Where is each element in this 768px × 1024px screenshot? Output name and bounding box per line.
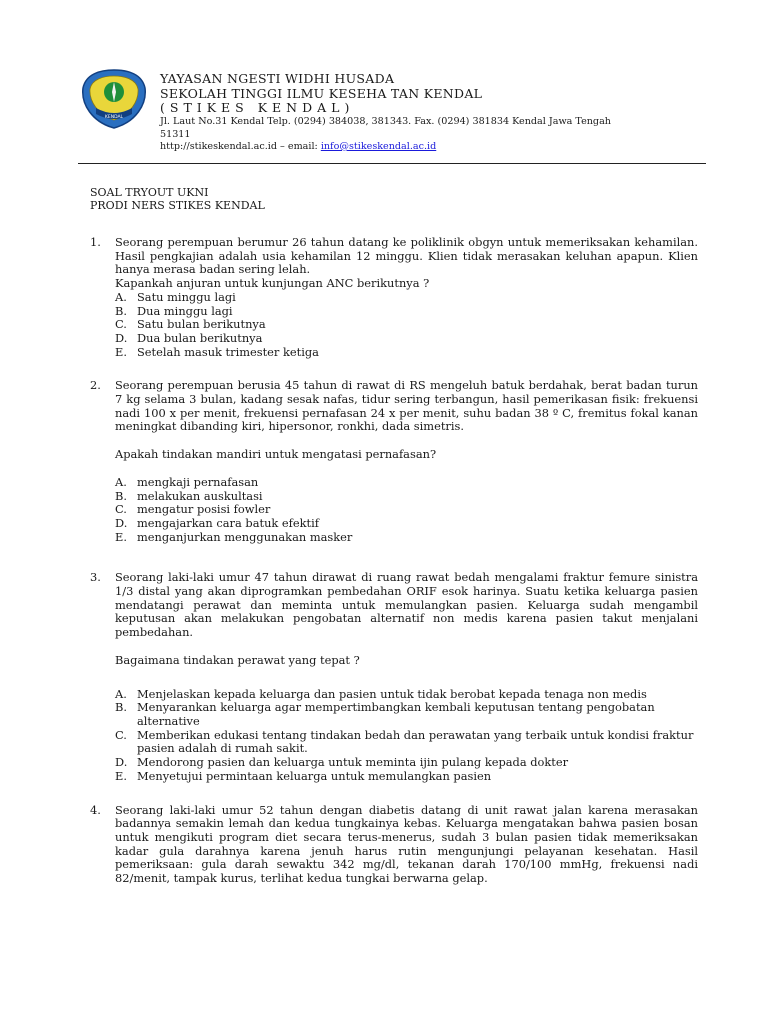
option-c[interactable]: C. mengatur posisi fowler — [115, 502, 271, 517]
exam-title — [90, 187, 265, 212]
option-b[interactable]: B. melakukan auskultasi — [115, 488, 263, 503]
school-abbrev: (STIKES KENDAL) — [160, 100, 355, 115]
question-4 — [90, 804, 698, 886]
question-1 — [90, 236, 698, 359]
option-e[interactable]: E. Menyetujui permintaan keluarga untuk memulangkan pasien — [115, 768, 492, 783]
question-stem: Seorang laki-laki umur 47 tahun dirawat di ruang rawat bedah mengalami fraktur femure sinistra 1/3 distal yang akan diprogramkan pembedahan ORIF esok harinya. Suatu ketika keluarga pasien mendatangi perawat dan meminta untuk memulangkan pasien. Keluarga sudah mengambil keputusan akan melakukan pengobatan alternatif non medis karena pasien takut menjalani pembedahan. — [115, 570, 698, 640]
option-c[interactable]: C. Satu bulan berikutnya — [115, 317, 266, 332]
option-a[interactable]: A. mengkaji pernafasan — [115, 474, 259, 489]
question-prompt: Apakah tindakan mandiri untuk mengatasi pernafasan? — [115, 447, 437, 462]
question-prompt: Kapankah anjuran untuk kunjungan ANC berikutnya ? — [115, 276, 430, 291]
option-b[interactable]: B. Dua minggu lagi — [115, 303, 233, 318]
question-3 — [90, 571, 698, 783]
email-prefix: – email: — [277, 141, 321, 152]
option-d[interactable]: D. Dua bulan berikutnya — [115, 330, 263, 345]
option-a[interactable]: A. Menjelaskan kepada keluarga dan pasien untuk tidak berobat kepada tenaga non medis — [115, 686, 647, 701]
header-divider — [78, 163, 706, 164]
question-list — [90, 236, 698, 886]
address-line-1: Jl. Laut No.31 Kendal Telp. (0294) 384038, 381343. Fax. (0294) 381834 Kendal Jawa Tengah — [160, 116, 611, 127]
website-link[interactable]: http://stikeskendal.ac.id — [160, 141, 277, 152]
question-prompt: Bagaimana tindakan perawat yang tepat ? — [115, 652, 360, 667]
email-link[interactable]: info@stikeskendal.ac.id — [320, 141, 437, 152]
exam-title-line-1: SOAL TRYOUT UKNI — [90, 186, 209, 199]
contact-line — [160, 141, 650, 154]
logo-text: KENDAL — [104, 115, 124, 120]
question-number: 3. — [90, 570, 101, 585]
stikes-logo — [80, 68, 148, 130]
option-e[interactable]: E. Setelah masuk trimester ketiga — [115, 344, 319, 359]
question-stem: Seorang laki-laki umur 52 tahun dengan diabetis datang di unit rawat jalan karena merasakan badannya semakin lemah dan kedua tungkainya kebas. Keluarga mengatakan bahwa pasien bosan untuk mengikuti program diet secara terus-menerus, sudah 3 bulan pasien tidak memeriksakan kadar gula darahnya karena jenuh harus rutin mengunjungi pelayanan kesehatan. Hasil pemeriksaan: gula darah sewaktu 342 mg/dl, tekanan darah 170/100 mmHg, frekuensi nadi 82/menit, tampak kurus, terlihat kedua tungkai berwarna gelap. — [115, 802, 698, 886]
option-a[interactable]: A. Satu minggu lagi — [115, 289, 236, 304]
option-b[interactable]: B. Menyarankan keluarga agar mempertimbangkan kembali keputusan tentang pengobatan alternative — [115, 700, 655, 728]
foundation-name: YAYASAN NGESTI WIDHI HUSADA — [160, 71, 395, 86]
question-number: 2. — [90, 378, 101, 393]
option-e[interactable]: E. menganjurkan menggunakan masker — [115, 529, 353, 544]
question-stem: Seorang perempuan berumur 26 tahun datang ke poliklinik obgyn untuk memeriksakan kehamilan. Hasil pengkajian adalah usia kehamilan 12 minggu. Klien tidak merasakan keluhan apapun. Klien hanya merasa badan sering lelah. — [115, 235, 698, 277]
question-2 — [90, 379, 698, 544]
option-c[interactable]: C. Memberikan edukasi tentang tindakan bedah dan perawatan yang terbaik untuk kondisi fraktur pasien adalah di rumah sakit. — [115, 727, 694, 756]
school-name: SEKOLAH TINGGI ILMU KESEHA TAN KENDAL — [160, 85, 483, 101]
question-number: 4. — [90, 802, 101, 817]
address-line-2: 51311 — [160, 128, 191, 140]
option-d[interactable]: D. mengajarkan cara batuk efektif — [115, 515, 319, 530]
address-block — [160, 116, 650, 154]
option-d[interactable]: D. Mendorong pasien dan keluarga untuk meminta ijin pulang kepada dokter — [115, 755, 569, 770]
letterhead — [160, 72, 660, 116]
question-stem: Seorang perempuan berusia 45 tahun di rawat di RS mengeluh batuk berdahak, berat badan turun 7 kg selama 3 bulan, kadang sesak nafas, tidur sering terbangun, hasil pemerikasan fisik: frekuensi nadi 100 x per menit, frekuensi pernafasan 24 x per menit, suhu badan 38 º C, fremitus fokal kanan meningkat dibanding kiri, hipersonor, ronkhi, dada simetris. — [115, 378, 698, 434]
question-number: 1. — [90, 235, 101, 249]
exam-title-line-2: PRODI NERS STIKES KENDAL — [90, 198, 265, 212]
